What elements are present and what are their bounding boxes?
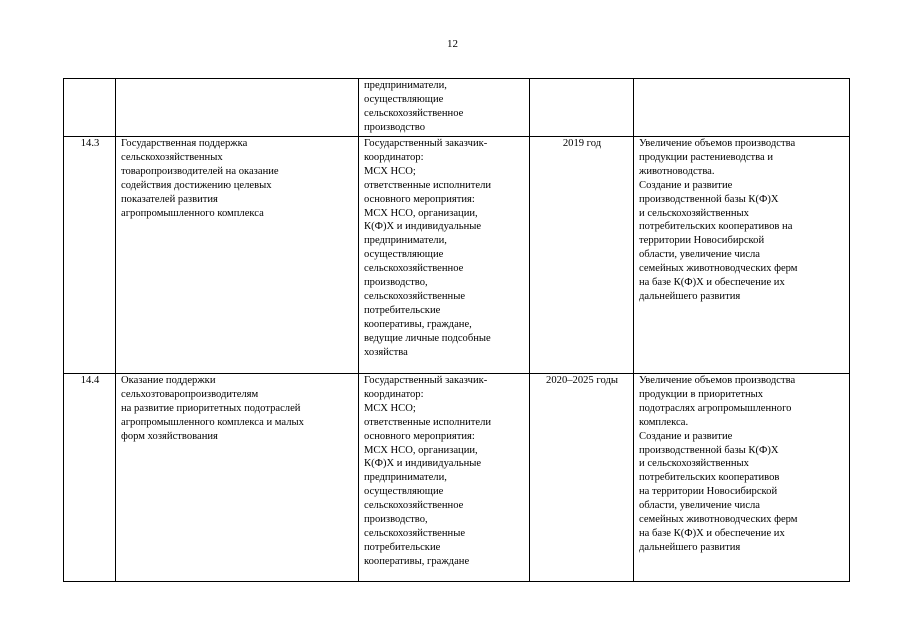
executor-cell: предприниматели, осуществляющие сельскохозяйственное производство <box>359 79 530 137</box>
item-number-cell: 14.3 <box>64 137 116 374</box>
term-cell <box>530 79 634 137</box>
term-cell: 2020–2025 годы <box>530 374 634 582</box>
measure-name-cell: Государственная поддержка сельскохозяйственных товаропроизводителей на оказание содействия достижению целевых показателей развития агропромышленного комплекса <box>116 137 359 374</box>
expected-result-cell <box>634 79 850 137</box>
page-number: 12 <box>447 38 458 50</box>
measure-name-cell: Оказание поддержки сельхозтоваропроизводителям на развитие приоритетных подотраслей агропромышленного комплекса и малых форм хозяйствования <box>116 374 359 582</box>
table-row <box>64 137 850 374</box>
expected-result-cell: Увеличение объемов производства продукции растениеводства и животноводства. Создание и развитие производственной базы К(Ф)Х и сельскохозяйственных потребительских кооперативов на территории Новосибирской области, увеличение числа семейных животноводческих ферм на базе К(Ф)Х и обеспечение их дальнейшего развития <box>634 137 850 374</box>
executor-cell: Государственный заказчик- координатор: МСХ НСО; ответственные исполнители основного мероприятия: МСХ НСО, организации, К(Ф)Х и индивидуальные предприниматели, осуществляющие сельскохозяйственное производство, сельскохозяйственные потребительские кооперативы, граждане <box>359 374 530 582</box>
item-number-cell: 14.4 <box>64 374 116 582</box>
executor-cell: Государственный заказчик- координатор: МСХ НСО; ответственные исполнители основного мероприятия: МСХ НСО, организации, К(Ф)Х и индивидуальные предприниматели, осуществляющие сельскохозяйственное производство, сельскохозяйственные потребительские кооперативы, граждане, ведущие личные подсобные хозяйства <box>359 137 530 374</box>
term-cell: 2019 год <box>530 137 634 374</box>
table-row <box>64 374 850 582</box>
expected-result-cell: Увеличение объемов производства продукции в приоритетных подотраслях агропромышленного комплекса. Создание и развитие производственной базы К(Ф)Х и сельскохозяйственных потребительских кооперативов на территории Новосибирской области, увеличение числа семейных животноводческих ферм на базе К(Ф)Х и обеспечение их дальнейшего развития <box>634 374 850 582</box>
measure-name-cell <box>116 79 359 137</box>
item-number-cell <box>64 79 116 137</box>
table-row <box>64 79 850 137</box>
measures-table <box>63 78 850 582</box>
